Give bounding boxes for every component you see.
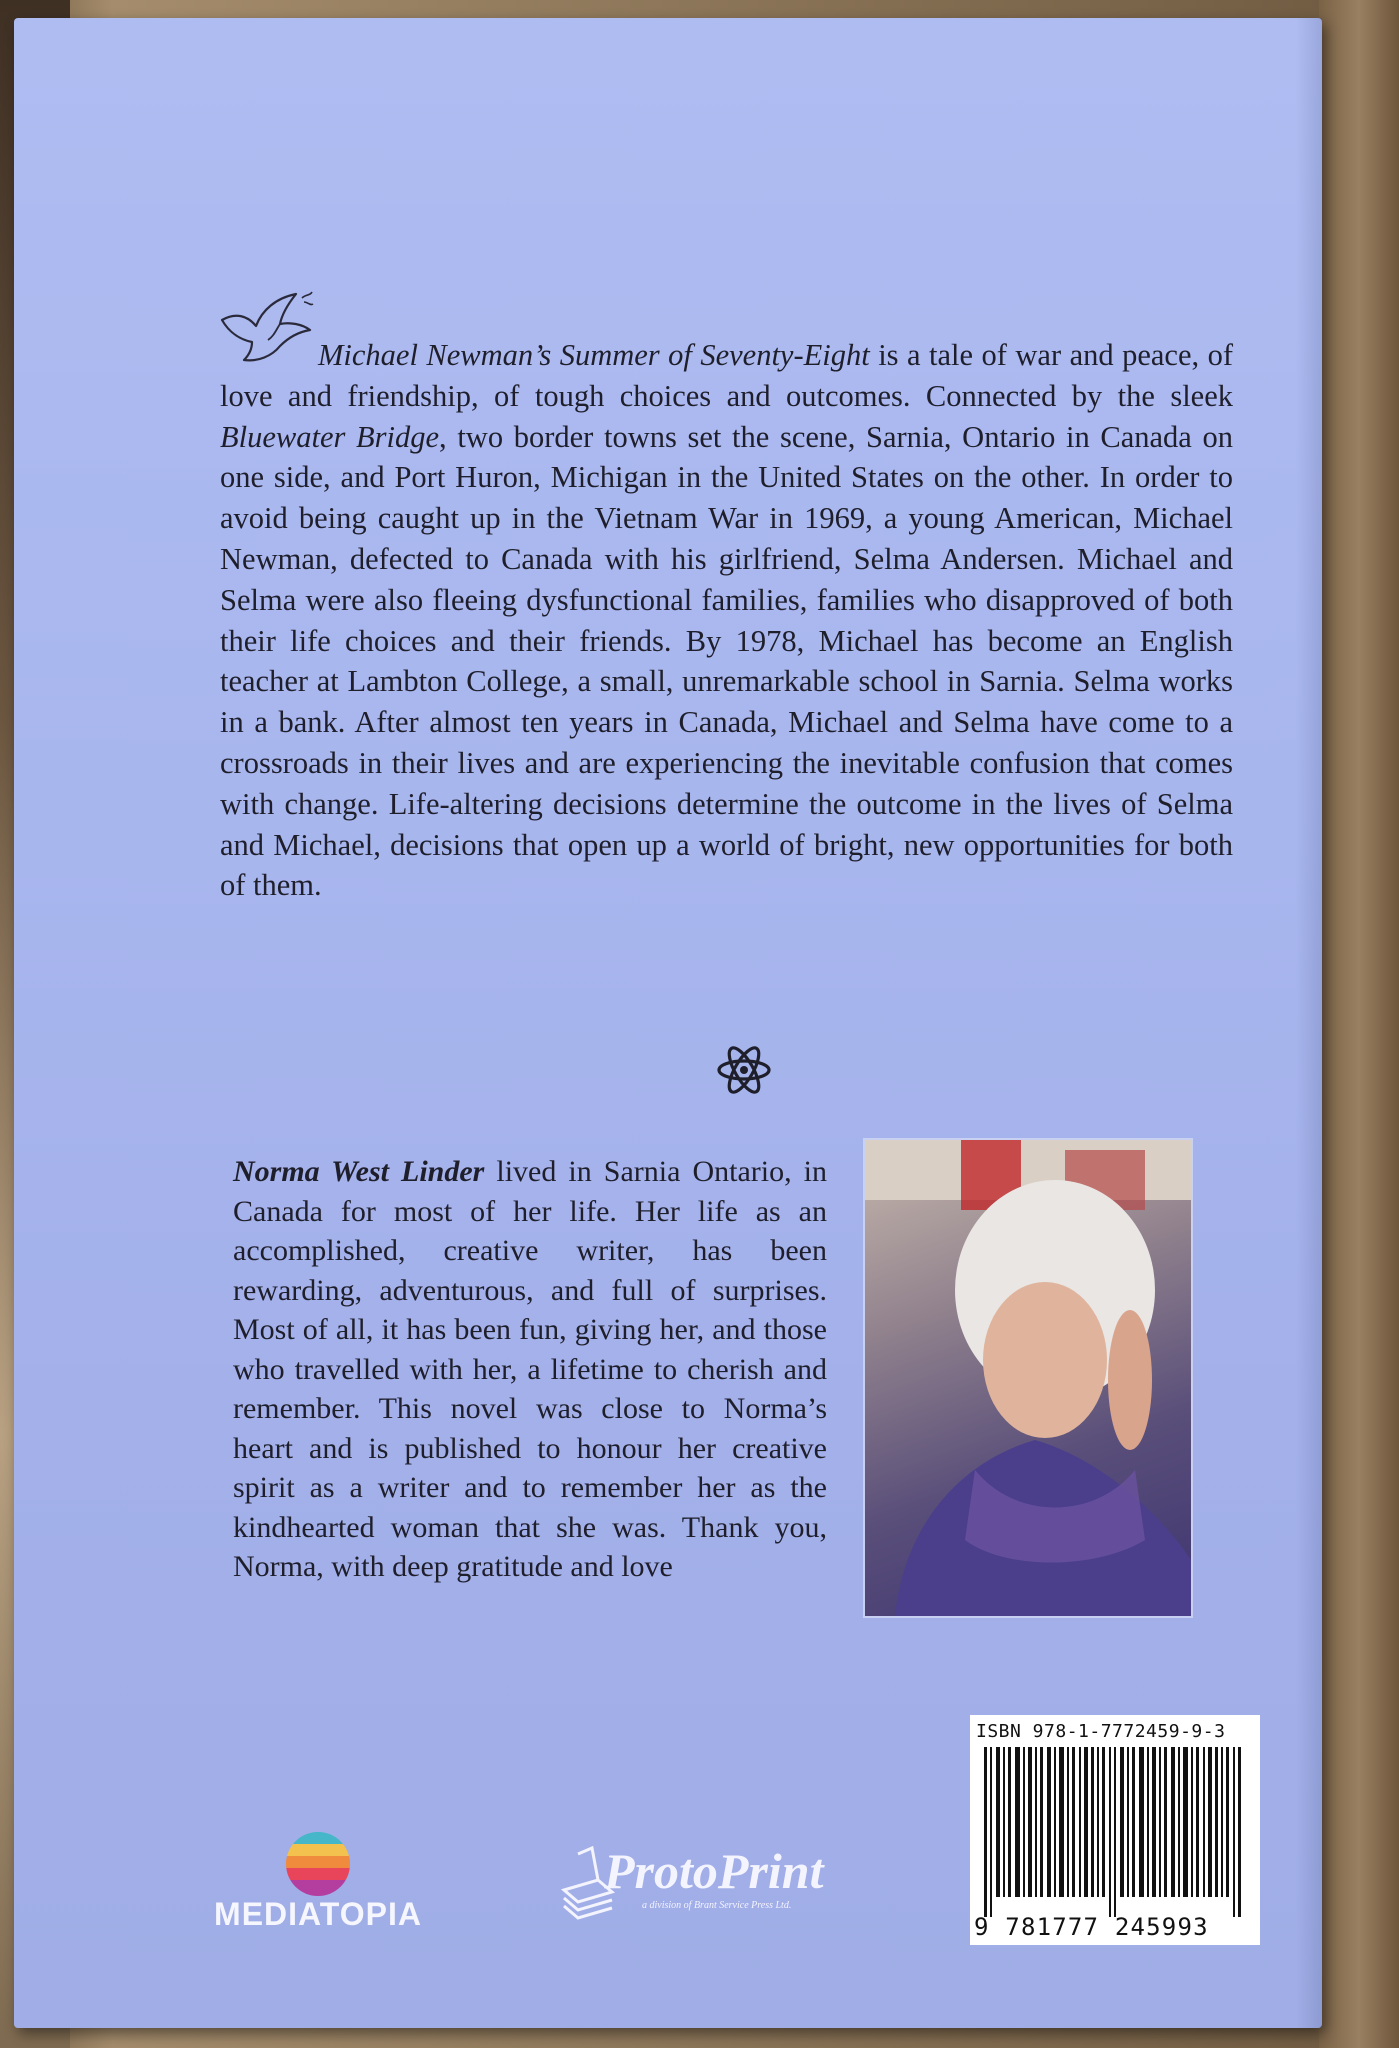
- bridge-name: Bluewater Bridge: [220, 419, 440, 454]
- protoprint-logo: [558, 1840, 878, 1930]
- mediatopia-logo: [178, 1820, 458, 1930]
- blurb-text-part1: is a tale of war and peace, of love and friendship, of tough choices and outcomes. Connected by the sleek: [220, 338, 1233, 413]
- isbn-label: ISBN 978-1-7772459-9-3: [976, 1721, 1226, 1742]
- author-photo: [865, 1140, 1191, 1616]
- author-bio: [233, 1152, 827, 1587]
- atom-icon: [716, 1040, 772, 1100]
- author-bio-text: lived in Sarnia Ontario, in Canada for most of her life. Her life as an accomplished, creative writer, has been rewarding, adventurous, and full of surprises. Most of all, it has been fun, giving her, and those who travelled with her, a lifetime to cherish and remember. This novel was close to Norma’s heart and is published to honour her creative spirit as a writer and to remember her as the kindhearted woman that she was. Thank you, Norma, with deep gratitude and love: [233, 1155, 828, 1583]
- isbn-barcode: [970, 1715, 1260, 1945]
- protoprint-tagline: a division of Brant Service Press Ltd.: [642, 1900, 792, 1911]
- author-name: Norma West Linder: [233, 1155, 485, 1188]
- back-cover-blurb: [220, 335, 1233, 906]
- cover-edge-shade: [1296, 18, 1322, 2028]
- book-title: Michael Newman’s Summer of Seventy-Eight: [318, 338, 870, 372]
- barcode-bars: [982, 1747, 1244, 1917]
- protoprint-wordmark: ProtoPrint: [604, 1843, 824, 1899]
- background-surface-right: [1319, 0, 1399, 2048]
- blurb-text-part2: , two border towns set the scene, Sarnia, Ontario in Canada on one side, and Port Huron, Michigan in the United States on the other. In order to avoid being caught up in the Vietnam War in 1969, a young American, Michael Newman, defected to Canada with his girlfriend, Selma Andersen. Michael and Selma were also fleeing dysfunctional families, families who disapproved of both their life choices and their friends. By 1978, Michael has become an English teacher at Lambton College, a small, unremarkable school in Sarnia. Selma works in a bank. After almost ten years in Canada, Michael and Selma have come to a crossroads in their lives and are experiencing the inevitable confusion that comes with change. Life-altering decisions determine the outcome in the lives of Selma and Michael, decisions that open up a world of bright, new opportunities for both of them.: [220, 419, 1233, 903]
- mediatopia-emblem-icon: [178, 1820, 458, 1900]
- barcode-digits: 9 781777 245993: [974, 1913, 1209, 1941]
- mediatopia-wordmark: MEDIATOPIA: [214, 1896, 422, 1932]
